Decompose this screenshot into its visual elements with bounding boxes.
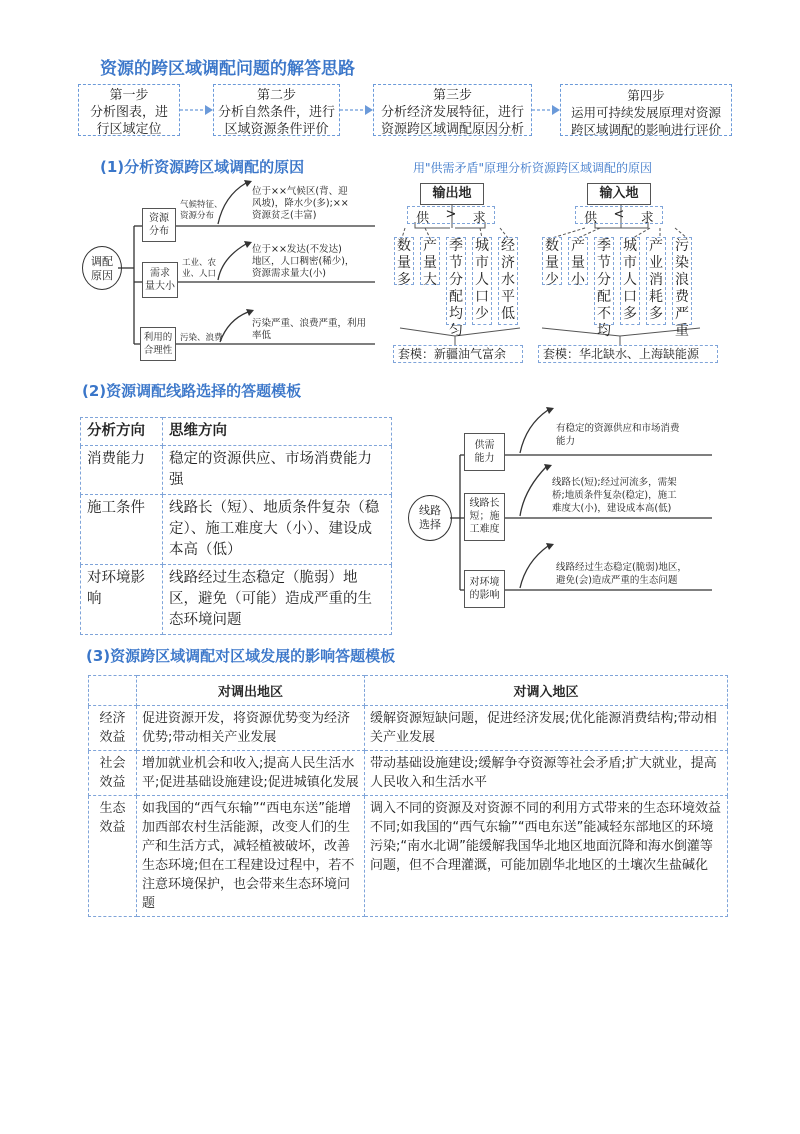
import-col: 城市人口多 bbox=[620, 237, 640, 325]
impact-kind: 生态效益 bbox=[89, 796, 137, 917]
route-think: 稳定的资源供应、市场消费能力强 bbox=[163, 446, 392, 495]
step-3-label: 第三步 bbox=[432, 88, 472, 103]
impact-header: 对调出地区 bbox=[137, 676, 365, 706]
export-col: 产量大 bbox=[420, 237, 440, 285]
impact-kind: 经济效益 bbox=[89, 706, 137, 751]
step-4-desc: 运用可持续发展原理对资源 跨区域调配的影响进行评价 bbox=[570, 105, 721, 137]
step-4 bbox=[560, 84, 732, 136]
import-col: 产业消耗多 bbox=[646, 237, 666, 325]
route-think: 线路长（短）、地质条件复杂（稳定）、施工难度大（小）、建设成本高（低） bbox=[163, 495, 392, 565]
route-think: 线路经过生态稳定（脆弱）地区，避免（可能）造成严重的生态环境问题 bbox=[163, 565, 392, 635]
branch-rational-sub: 污染、浪费 bbox=[180, 333, 223, 343]
route-header: 分析方向 bbox=[81, 418, 163, 446]
branch-resource-sub: 气候特征、 资源分布 bbox=[180, 200, 223, 221]
route-root: 线路 选择 bbox=[408, 495, 452, 541]
export-col: 城市人口少 bbox=[472, 237, 492, 325]
import-supply: 供 bbox=[584, 211, 598, 226]
import-col: 产量小 bbox=[568, 237, 588, 285]
export-op: > bbox=[445, 207, 457, 222]
import-col: 季节分配不均 bbox=[594, 237, 614, 325]
route-dir: 对环境影响 bbox=[81, 565, 163, 635]
branch-resource-note: 位于××气候区(背、迎 风坡)，降水少(多);×× 资源贫乏(丰富) bbox=[252, 186, 349, 221]
impact-header bbox=[89, 676, 137, 706]
step-1 bbox=[78, 84, 180, 136]
export-example: 套模：新疆油气富余 bbox=[393, 345, 523, 363]
route-dir: 消费能力 bbox=[81, 446, 163, 495]
step-2-label: 第二步 bbox=[256, 88, 296, 103]
route-note-env: 线路经过生态稳定(脆弱)地区， 避免(会)造成严重的生态问题 bbox=[556, 562, 687, 586]
impact-in: 带动基础设施建设;缓解争夺资源等社会矛盾;扩大就业，提高人民收入和生活水平 bbox=[365, 751, 728, 796]
branch-rational-note: 污染严重、浪费严重，利用 率低 bbox=[252, 318, 367, 341]
step-3 bbox=[373, 84, 532, 136]
impact-out: 如我国的“西气东输”“西电东送”能增加西部农村生活能源，改变人们的生产和生活方式，减轻植被破坏，改善生态环境;但在工程建设过程中，若不注意环境保护，也会带来生态环境问题 bbox=[137, 796, 365, 917]
import-demand: 求 bbox=[640, 211, 654, 226]
impact-out: 增加就业机会和收入;提高人民生活水平;促进基础设施建设;促进城镇化发展 bbox=[137, 751, 365, 796]
export-demand: 求 bbox=[472, 211, 486, 226]
reason-root: 调配 原因 bbox=[82, 246, 122, 290]
step-2 bbox=[213, 84, 340, 136]
import-op: < bbox=[613, 207, 625, 222]
route-note-build: 线路长(短);经过河流多，需架 桥;地质条件复杂(稳定)，施工 难度大(小)，建设成本高(低) bbox=[552, 477, 677, 514]
branch-demand-sub: 工业、农 业、人口 bbox=[182, 258, 217, 279]
step-2-desc: 分析自然条件，进行 区域资源条件评价 bbox=[217, 105, 335, 137]
impact-out: 促进资源开发，将资源优势变为经济优势;带动相关产业发展 bbox=[137, 706, 365, 751]
route-table bbox=[80, 417, 392, 635]
impact-table bbox=[88, 675, 728, 917]
impact-kind: 社会效益 bbox=[89, 751, 137, 796]
export-col: 数量多 bbox=[394, 237, 414, 285]
impact-in: 缓解资源短缺问题，促进经济发展;优化能源消费结构;带动相关产业发展 bbox=[365, 706, 728, 751]
export-supply: 供 bbox=[416, 211, 430, 226]
import-balance bbox=[575, 206, 663, 224]
step-4-label: 第四步 bbox=[627, 88, 665, 103]
principle-title: 用"供需矛盾"原理分析资源跨区域调配的原因 bbox=[413, 161, 653, 175]
export-balance bbox=[407, 206, 495, 224]
route-branch-env: 对环境 的影响 bbox=[464, 570, 505, 608]
section2-title: (2)资源调配线路选择的答题模板 bbox=[82, 382, 302, 400]
step-1-desc: 分析图表，进 行区域定位 bbox=[89, 105, 168, 137]
import-example: 套模：华北缺水、上海缺能源 bbox=[538, 345, 718, 363]
impact-in: 调入不同的资源及对资源不同的利用方式带来的生态环境效益不同;如我国的“西气东输”“西电东送”能减轻东部地区的环境污染;“南水北调”能缓解我国华北地区地面沉降和海水倒灌等问题，但不合理灌溉，可能加剧华北地区的土壤次生盐碱化 bbox=[365, 796, 728, 917]
route-branch-supply: 供需 能力 bbox=[464, 433, 505, 471]
import-col: 数量少 bbox=[542, 237, 562, 285]
export-col: 经济水平低 bbox=[498, 237, 518, 325]
export-col: 季节分配均匀 bbox=[446, 237, 466, 325]
export-title: 输出地 bbox=[420, 183, 484, 205]
section1-title: (1)分析资源跨区域调配的原因 bbox=[100, 158, 305, 176]
branch-demand: 需求 量大小 bbox=[142, 262, 178, 298]
route-dir: 施工条件 bbox=[81, 495, 163, 565]
page-title: 资源的跨区域调配问题的解答思路 bbox=[100, 59, 355, 79]
branch-rational: 利用的 合理性 bbox=[140, 327, 176, 361]
branch-demand-note: 位于××发达(不发达) 地区，人口稠密(稀少)， 资源需求量大(小) bbox=[252, 244, 355, 279]
route-header: 思维方向 bbox=[163, 418, 392, 446]
branch-resource: 资源 分布 bbox=[142, 208, 176, 242]
import-col: 污染浪费严重 bbox=[672, 237, 692, 325]
section3-title: (3)资源跨区域调配对区域发展的影响答题模板 bbox=[86, 647, 396, 665]
impact-header: 对调入地区 bbox=[365, 676, 728, 706]
import-title: 输入地 bbox=[587, 183, 651, 205]
route-note-supply: 有稳定的资源供应和市场消费 能力 bbox=[556, 423, 680, 447]
step-1-label: 第一步 bbox=[109, 88, 149, 103]
route-branch-build: 线路长 短；施 工难度 bbox=[464, 493, 505, 541]
step-3-desc: 分析经济发展特征，进行 资源跨区域调配原因分析 bbox=[380, 105, 524, 137]
